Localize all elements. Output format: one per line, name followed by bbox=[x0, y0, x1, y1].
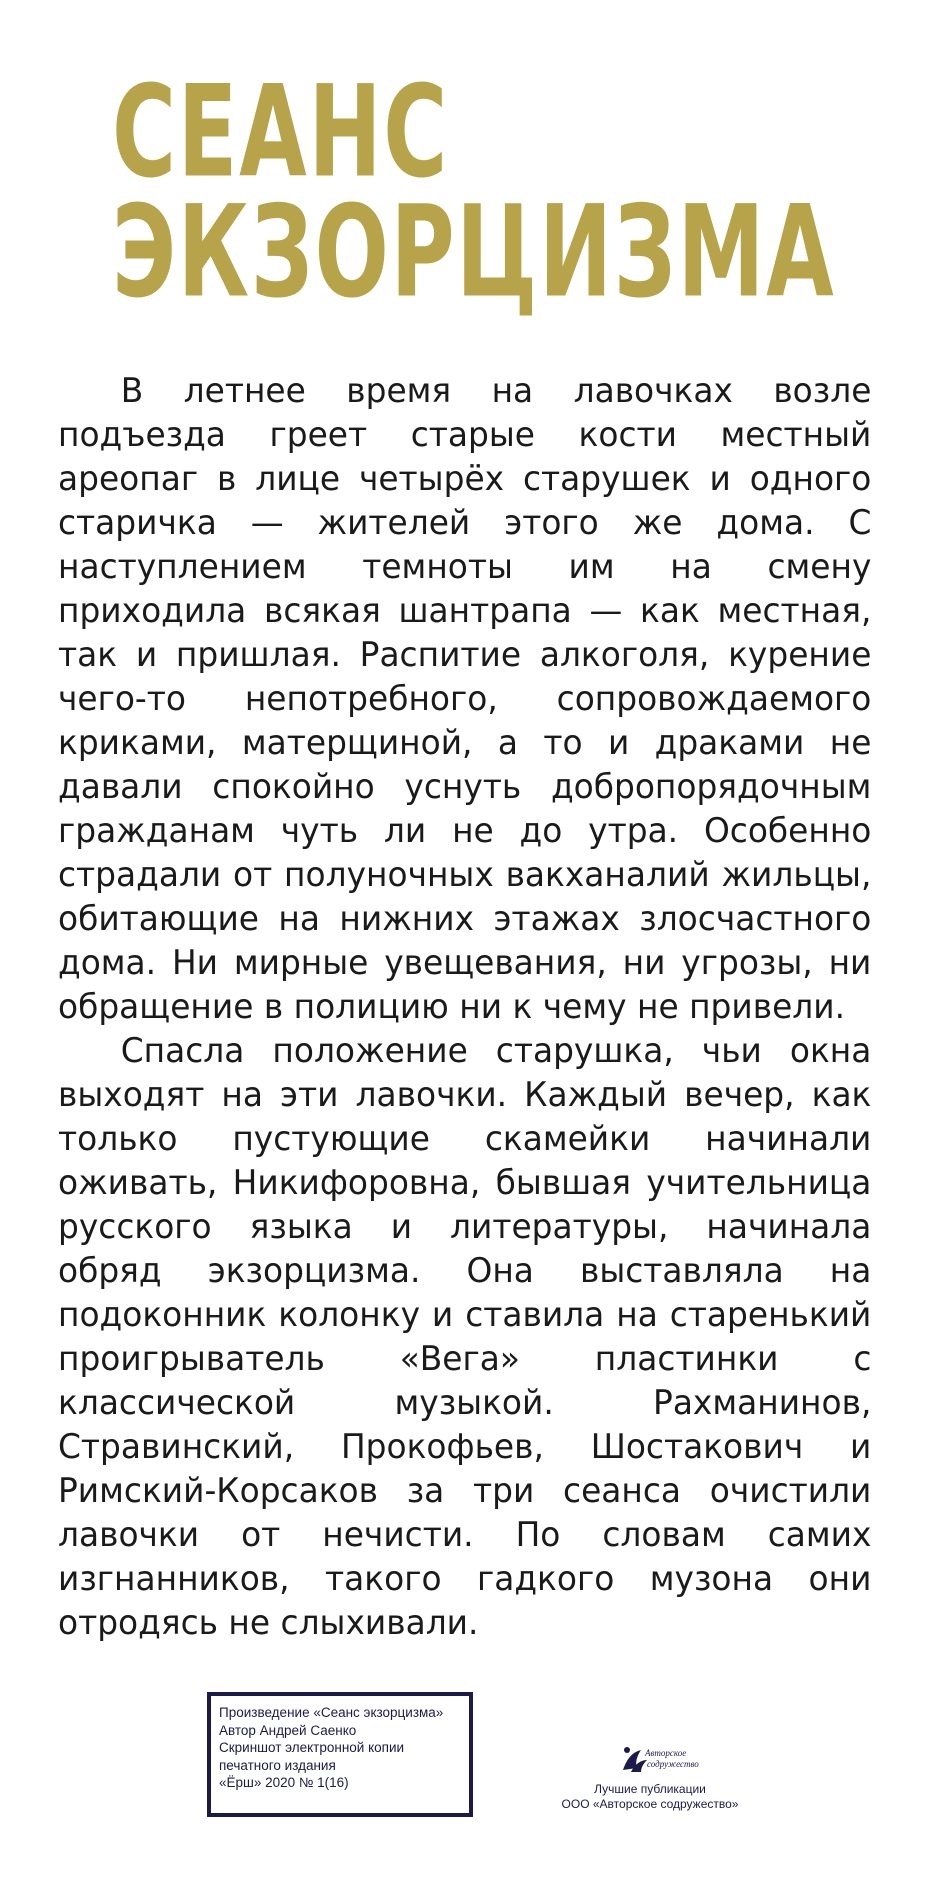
credit-edition-line: «Ёрш» 2020 № 1(16) bbox=[219, 1775, 349, 1790]
title-line-2: ЭКЗОРЦИЗМА bbox=[112, 176, 836, 326]
publisher-block bbox=[550, 1740, 750, 1812]
publisher-logo-icon bbox=[619, 1740, 699, 1778]
credit-work-line: Произведение «Сеанс экзорцизма» bbox=[219, 1705, 444, 1720]
credit-box bbox=[207, 1692, 473, 1817]
paragraph-2: Спасла положение старушка, чьи окна выходят на эти лавочки. Каждый вечер, как только пустующие скамейки начинали оживать, Никифоровна, бывшая учительница русского языка и литературы, начинала обряд экзорцизма. Она выставляла на подоконник колонку и ставила на старенький проигрыватель «Вега» пластинки с классической музыкой. Рахманинов, Стравинский, Прокофьев, Шостакович и Римский-Корсаков за три сеанса очистили лавочки от нечисти. По словам самих изгнанников, такого гадкого музона они отродясь не слыхивали. bbox=[58, 1031, 872, 1642]
svg-text:содружество: содружество bbox=[647, 1759, 699, 1769]
credit-print-line: печатного издания bbox=[219, 1757, 336, 1773]
publisher-tagline: Лучшие публикации bbox=[594, 1782, 706, 1796]
credit-author-line: Автор Андрей Саенко bbox=[219, 1722, 357, 1738]
title-line-1: СЕАНС bbox=[112, 57, 450, 207]
article-body bbox=[58, 369, 871, 1645]
credit-screenshot-line: Скриншот электронной копии bbox=[219, 1740, 405, 1755]
page-title bbox=[112, 57, 836, 326]
svg-text:Авторское: Авторское bbox=[645, 1748, 687, 1758]
publisher-name: ООО «Авторское содружество» bbox=[561, 1797, 739, 1811]
paragraph-1: В летнее время на лавочках возле подъезда греет старые кости местный ареопаг в лице четырёх старушек и одного старичка — жителей этого же дома. С наступлением темноты им на смену приходила всякая шантрапа — как местная, так и пришлая. Распитие алкоголя, курение чего-то непотребного, сопровождаемого криками, матерщиной, а то и драками не давали спокойно уснуть добропорядочным гражданам чуть ли не до утра. Особенно страдали от полуночных вакханалий жильцы, обитающие на нижних этажах злосчастного дома. Ни мирные увещевания, ни угрозы, ни обращение в полицию ни к чему не привели. bbox=[58, 371, 872, 1026]
